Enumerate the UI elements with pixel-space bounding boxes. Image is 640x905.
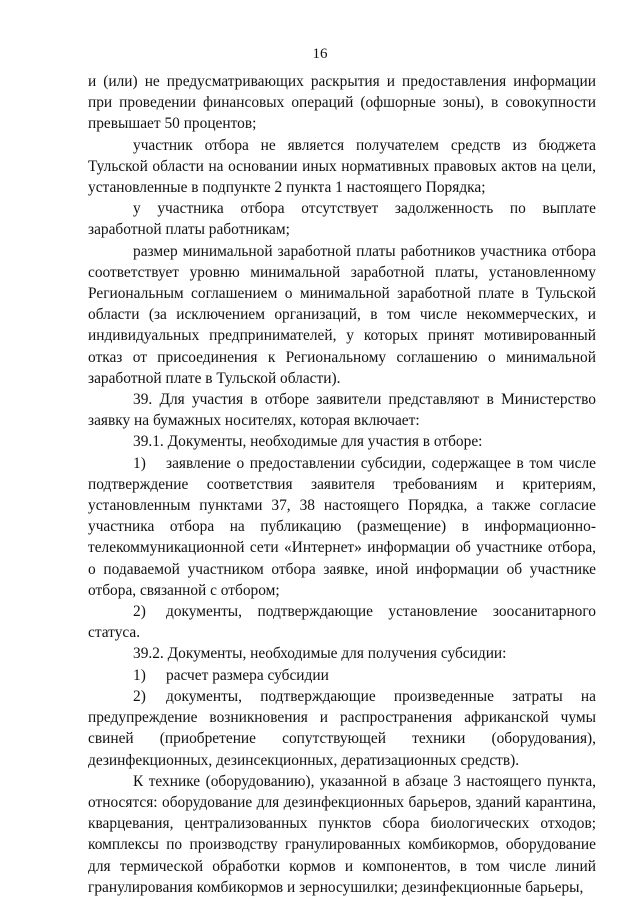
list-number: 2) (133, 603, 146, 621)
list-item-zoosanitary-status (88, 601, 596, 643)
list-item-text: расчет размера субсидии (166, 666, 329, 684)
list-item-application (88, 453, 596, 601)
list-item-text: документы, подтверждающие произведенные затраты на предупреждение возникновения и распространения африканской чумы свиней (приобретение сопутствующей техники (оборудования), дезинфекционных, дезинсекционных, дератизационных средств). (88, 687, 596, 769)
paragraph-minimum-wage: размер минимальной заработной платы работников участника отбора соответствует уровню минимальной заработной платы, установленному Региональным соглашением о минимальной заработной плате в Тульской области (за исключением организаций, в том числе некоммерческих, и индивидуальных предпринимателей, у которых принят мотивированный отказ от присоединения к Региональному соглашению о минимальной заработной плате в Тульской области). (88, 242, 596, 387)
paragraph-clause-39: 39. Для участия в отборе заявители представляют в Министерство заявку на бумажных носителях, которая включает: (88, 391, 596, 430)
list-item-text: заявление о предоставлении субсидии, содержащее в том числе подтверждение соответствия заявителя требованиям и критериям, установленным пунктами 37, 38 настоящего Порядка, а также согласие участника отбора на публикацию (размещение) в информационно-телекоммуникационной сети «Интернет» информации об участнике отбора, о подаваемой участником отбора заявке, иной информации об участнике отбора, связанной с отбором; (88, 454, 596, 599)
paragraph-offshore-share: и (или) не предусматривающих раскрытия и предоставления информации при проведении финансовых операций (офшорные зоны), в совокупности превышает 50 процентов; (88, 73, 596, 133)
paragraph-clause-39-1: 39.1. Документы, необходимые для участия в отборе: (133, 433, 483, 451)
paragraph-clause-39-2: 39.2. Документы, необходимые для получения субсидии: (133, 645, 507, 663)
list-item-expense-documents (88, 686, 596, 771)
paragraph-equipment: К технике (оборудованию), указанной в абзаце 3 настоящего пункта, относятся: оборудование для дезинфекционных барьеров, зданий карантина, кварцевания, централизованных пунктов сбора биологических отходов; комплексы по производству гранулированных комбикормов, оборудование для термической обработки кормов и компонентов, в том числе линий гранулирования комбикормов и зерносушилки; дезинфекционные барьеры, (88, 772, 596, 896)
list-number: 1) (133, 454, 146, 472)
paragraph-wage-debt: у участника отбора отсутствует задолженность по выплате заработной платы работникам; (88, 200, 596, 239)
document-body (88, 71, 596, 898)
list-number: 2) (133, 687, 146, 705)
list-number: 1) (133, 666, 146, 684)
list-item-text: документы, подтверждающие установление зоосанитарного статуса. (88, 603, 596, 642)
list-item-subsidy-calculation (88, 665, 596, 686)
paragraph-budget-funds: участник отбора не является получателем средств из бюджета Тульской области на основании иных нормативных правовых актов на цели, установленные в подпункте 2 пункта 1 настоящего Порядка; (88, 136, 596, 197)
page-number: 16 (312, 46, 328, 62)
